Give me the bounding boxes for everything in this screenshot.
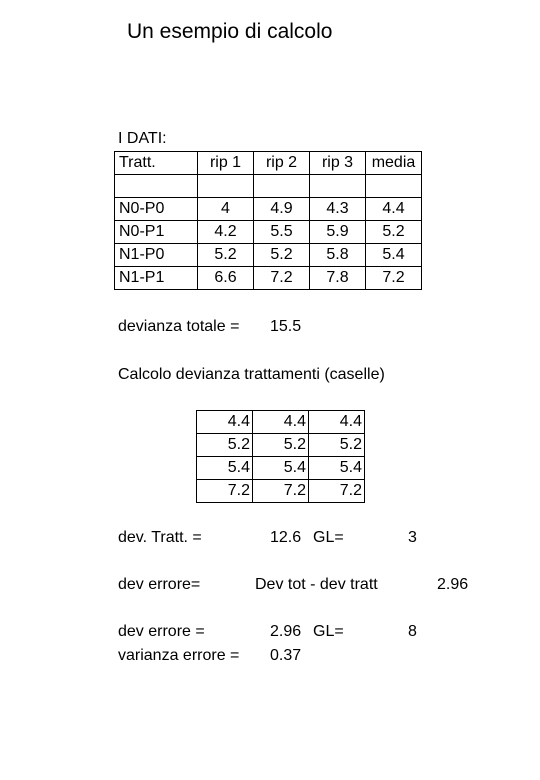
dev-errore-gl-value: 8 — [408, 623, 417, 640]
cell-media: 7.2 — [366, 267, 422, 290]
table-row — [197, 434, 365, 457]
column-header-rip2: rip 2 — [254, 152, 310, 175]
table-row — [197, 457, 365, 480]
dev-errore-value: 2.96 — [270, 623, 302, 640]
cell-rip1: 4 — [198, 198, 254, 221]
varianza-errore-label: varianza errore = — [118, 647, 240, 664]
column-header-tratt: Tratt. — [115, 152, 198, 175]
cell-rip2: 4.9 — [254, 198, 310, 221]
cell-rip1: 4.2 — [198, 221, 254, 244]
cell-rip1: 6.6 — [198, 267, 254, 290]
mean-cell: 5.4 — [197, 457, 253, 480]
devianza-totale-label: devianza totale = — [118, 318, 240, 335]
dev-tratt-value: 12.6 — [270, 529, 302, 546]
dev-errore-label: dev errore = — [118, 623, 205, 640]
table-row — [115, 244, 422, 267]
dev-tratt-gl-value: 3 — [408, 529, 417, 546]
mean-cell: 5.2 — [197, 434, 253, 457]
data-table — [114, 151, 422, 290]
table-row — [115, 267, 422, 290]
data-heading: I DATI: — [118, 130, 167, 147]
mean-cell: 4.4 — [197, 411, 253, 434]
cell-rip1: 5.2 — [198, 244, 254, 267]
dev-errore-formula-label: dev errore= — [118, 576, 201, 593]
mean-cell: 4.4 — [253, 411, 309, 434]
page-title: Un esempio di calcolo — [127, 20, 333, 43]
table-row — [197, 480, 365, 503]
row-label: N1-P1 — [115, 267, 198, 290]
column-header-media: media — [366, 152, 422, 175]
mean-cell: 5.2 — [309, 434, 365, 457]
cell-media: 5.4 — [366, 244, 422, 267]
table-row — [115, 221, 422, 244]
header-row — [115, 152, 422, 175]
blank-row — [115, 175, 422, 198]
row-label: N0-P0 — [115, 198, 198, 221]
cell-media: 5.2 — [366, 221, 422, 244]
cell-rip3: 4.3 — [310, 198, 366, 221]
cell-rip3: 7.8 — [310, 267, 366, 290]
mean-cell: 5.4 — [309, 457, 365, 480]
mean-cell: 4.4 — [309, 411, 365, 434]
mean-cell: 7.2 — [197, 480, 253, 503]
mean-cell: 5.2 — [253, 434, 309, 457]
cell-rip2: 5.5 — [254, 221, 310, 244]
row-label: N0-P1 — [115, 221, 198, 244]
cell-rip2: 5.2 — [254, 244, 310, 267]
mean-cell: 7.2 — [309, 480, 365, 503]
dev-errore-formula-value: 2.96 — [437, 576, 469, 593]
column-header-rip3: rip 3 — [310, 152, 366, 175]
cell-rip3: 5.8 — [310, 244, 366, 267]
dev-tratt-label: dev. Tratt. = — [118, 529, 202, 546]
devianza-totale-value: 15.5 — [270, 318, 302, 335]
dev-errore-formula: Dev tot - dev tratt — [255, 576, 378, 593]
cell-media: 4.4 — [366, 198, 422, 221]
row-label: N1-P0 — [115, 244, 198, 267]
table-row — [197, 411, 365, 434]
dev-tratt-gl-label: GL= — [313, 529, 344, 546]
varianza-errore-value: 0.37 — [270, 647, 302, 664]
cell-rip2: 7.2 — [254, 267, 310, 290]
means-table — [196, 410, 365, 503]
mean-cell: 5.4 — [253, 457, 309, 480]
table-row — [115, 198, 422, 221]
dev-errore-gl-label: GL= — [313, 623, 344, 640]
cell-rip3: 5.9 — [310, 221, 366, 244]
calc-heading: Calcolo devianza trattamenti (caselle) — [118, 366, 385, 383]
column-header-rip1: rip 1 — [198, 152, 254, 175]
mean-cell: 7.2 — [253, 480, 309, 503]
